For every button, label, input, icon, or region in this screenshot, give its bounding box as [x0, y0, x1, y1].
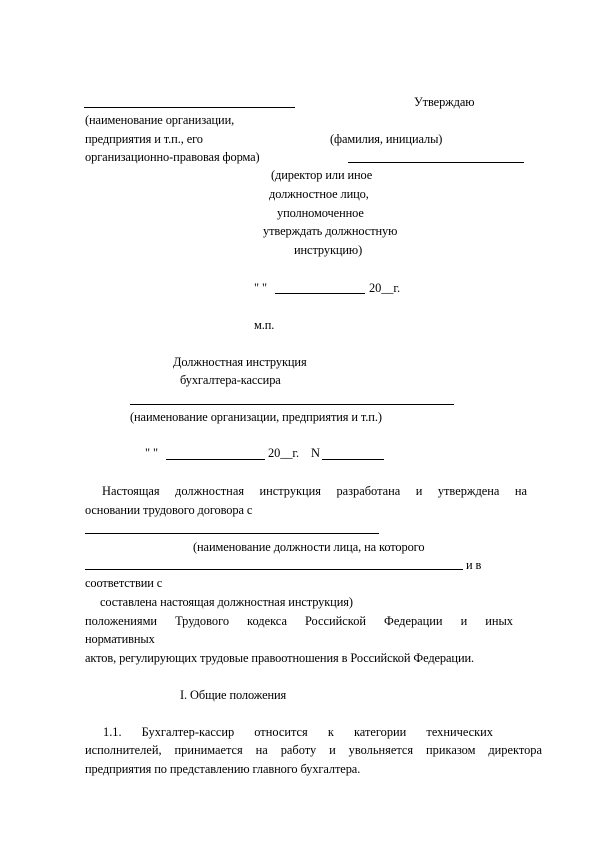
provisions-line3: актов, регулирующих трудовые правоотношения в Российской Федерации. [85, 651, 475, 665]
doc-date-quotes: " " [145, 446, 158, 460]
item-1-1-line2: исполнителей, принимается на работу и увольняется приказом директора [85, 743, 542, 757]
doc-number-label: N [311, 446, 320, 460]
intro-line1: Настоящая должностная инструкция разработана и утверждена на [102, 484, 527, 498]
accordance-text: соответствии с [85, 576, 163, 590]
org-name-line [84, 107, 295, 108]
title-org-line [130, 404, 454, 405]
compiled-caption: составлена настоящая должностная инструкция) [100, 595, 353, 609]
approve-label: Утверждаю [414, 95, 475, 109]
approval-date-quotes: " " [254, 281, 267, 295]
approval-date-year: 20__г. [369, 281, 400, 295]
org-caption-line1: (наименование организации, [85, 113, 235, 127]
provisions-line2: нормативных [85, 632, 155, 646]
fio-caption: (фамилия, инициалы) [330, 132, 443, 146]
section1-heading: I. Общие положения [180, 688, 287, 702]
position-caption: (наименование должности лица, на которого [193, 540, 425, 554]
doc-date-line [166, 459, 265, 460]
item-1-1-line3: предприятия по представлению главного бухгалтера. [85, 762, 361, 776]
and-in-text: и в [466, 558, 482, 572]
doc-number-line [322, 459, 384, 460]
org-caption-line2: предприятия и т.п., его [85, 132, 203, 146]
contract-party-line [85, 533, 379, 534]
item-1-1-line1: 1.1. Бухгалтер-кассир относится к категории технических [103, 725, 493, 739]
doc-title-line1: Должностная инструкция [173, 355, 307, 369]
director-caption-line4: утверждать должностную [263, 224, 398, 238]
stamp-label: м.п. [254, 318, 275, 332]
doc-date-year: 20__г. [268, 446, 299, 460]
doc-title-line2: бухгалтера-кассира [180, 373, 281, 387]
intro-line2: основании трудового договора с [85, 503, 253, 517]
provisions-line1: положениями Трудового кодекса Российской Федерации и иных [85, 614, 513, 628]
director-caption-line3: уполномоченное [277, 206, 364, 220]
director-caption-line5: инструкцию) [294, 243, 363, 257]
director-caption-line1: (директор или иное [271, 168, 373, 182]
title-org-caption: (наименование организации, предприятия и т.п.) [130, 410, 382, 424]
director-caption-line2: должностное лицо, [269, 187, 369, 201]
approval-date-line [275, 293, 365, 294]
position-line [85, 569, 463, 570]
org-caption-line3: организационно-правовая форма) [85, 150, 260, 164]
signature-line [348, 162, 524, 163]
